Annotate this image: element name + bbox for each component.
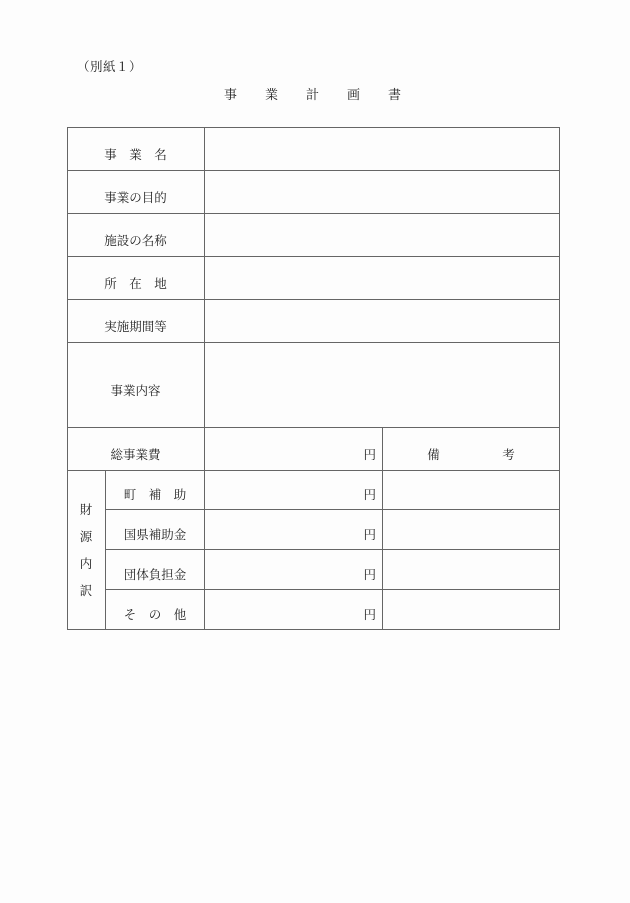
document-title <box>224 84 429 103</box>
label-facility-name: 施設の名称 <box>104 232 167 248</box>
label-national-prefectural-subsidy: 国県補助金 <box>123 527 187 542</box>
field-remarks-4[interactable] <box>383 590 559 629</box>
project-plan-table <box>67 127 560 630</box>
label-total-cost: 総事業費 <box>110 446 161 462</box>
label-project-purpose: 事業の目的 <box>104 189 167 205</box>
title-char: 事 <box>224 88 238 103</box>
label-organization-share: 団体負担金 <box>123 567 187 582</box>
label-period: 実施期間等 <box>104 318 167 334</box>
funding-label-char: 訳 <box>79 583 93 598</box>
label-location: 所 在 地 <box>104 275 167 291</box>
field-total-cost[interactable]: 円 <box>363 446 376 462</box>
field-remarks-2[interactable] <box>383 510 559 549</box>
field-other[interactable]: 円 <box>363 607 376 622</box>
field-project-purpose[interactable] <box>205 171 559 213</box>
field-remarks-3[interactable] <box>383 550 559 589</box>
remarks-header: 備 考 <box>427 446 515 462</box>
field-organization-share[interactable]: 円 <box>363 567 376 582</box>
field-location[interactable] <box>205 257 559 299</box>
annex-label: （別紙１） <box>77 59 143 74</box>
title-char: 画 <box>347 88 361 103</box>
field-content[interactable] <box>205 343 559 427</box>
label-other: そ の 他 <box>123 607 187 622</box>
field-remarks-1[interactable] <box>383 471 559 509</box>
table-border-right <box>559 127 560 630</box>
field-national-prefectural-subsidy[interactable]: 円 <box>363 527 376 542</box>
field-facility-name[interactable] <box>205 214 559 256</box>
field-project-name[interactable] <box>205 128 559 170</box>
label-town-subsidy: 町 補 助 <box>123 487 187 502</box>
funding-label-char: 内 <box>79 556 93 571</box>
label-project-name: 事 業 名 <box>104 146 167 162</box>
field-town-subsidy[interactable]: 円 <box>363 487 376 502</box>
title-char: 業 <box>265 88 279 103</box>
funding-label-char: 財 <box>79 502 93 517</box>
funding-breakdown-label <box>67 470 105 630</box>
title-char: 計 <box>306 88 320 103</box>
title-char: 書 <box>388 88 402 103</box>
field-period[interactable] <box>205 300 559 342</box>
funding-label-char: 源 <box>79 529 93 544</box>
label-content: 事業内容 <box>110 382 161 398</box>
